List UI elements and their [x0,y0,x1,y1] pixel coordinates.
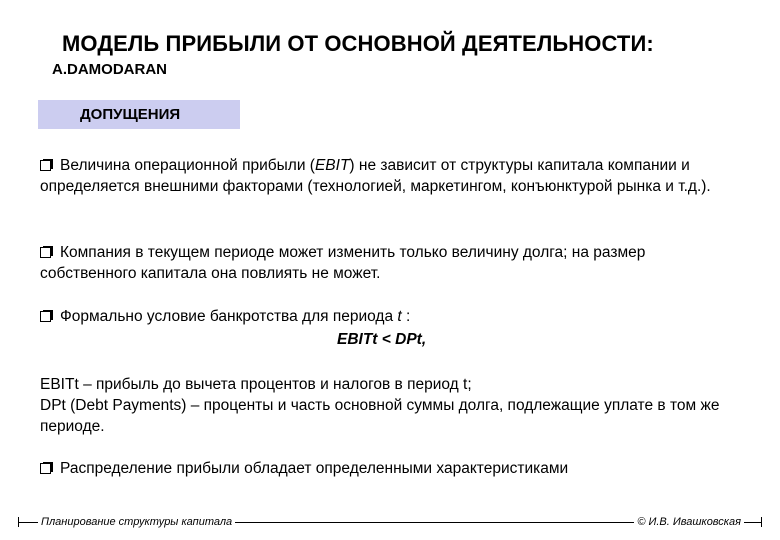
assumptions-label: ДОПУЩЕНИЯ [80,106,181,123]
slide-title: МОДЕЛЬ ПРИБЫЛИ ОТ ОСНОВНОЙ ДЕЯТЕЛЬНОСТИ: [62,31,654,56]
bullet-item-debt [40,242,740,284]
footer-copyright: © И.В. Ивашковская [634,516,744,528]
checkbox-square-shadow-icon [40,243,56,257]
bullet-text-post: : [401,308,411,325]
bullet-item-ebit [40,155,740,197]
bullet-item-bankruptcy [40,306,740,327]
assumptions-header-box [38,100,240,129]
footer-tick-left [18,517,19,527]
bullet-text: Компания в текущем периоде может изменить только величину долга; на размер собственного капитала она повлиять не может. [40,244,646,282]
bullet-text-em: EBIT [314,157,350,174]
bullet-text-post: ) не зависит от структуры капитала компании и определяется внешними факторами (технологией, маркетингом, конъюнктурой рынка и т.д.). [40,157,711,195]
definition-dpt: DPt (Debt Payments) – проценты и часть основной суммы долга, подлежащие уплате в том же периоде. [40,397,720,435]
checkbox-square-shadow-icon [40,459,56,473]
bullet-text: Распределение прибыли обладает определенными характеристиками [60,460,569,477]
bankruptcy-formula: EBITt < DPt, [337,331,427,348]
bullet-text-pre: Формально условие банкротства для периода [60,308,398,325]
bullet-item-distribution [40,458,740,479]
bullet-text-em: t [397,308,402,325]
bullet-text-pre: Величина операционной прибыли ( [60,157,315,174]
slide-subtitle: A.DAMODARAN [52,61,167,78]
footer-tick-right [761,517,762,527]
checkbox-square-shadow-icon [40,156,56,170]
definitions-block [40,374,740,437]
footer-course-title: Планирование структуры капитала [38,516,235,528]
definition-ebit: EBITt – прибыль до вычета процентов и налогов в период t; [40,376,472,393]
checkbox-square-shadow-icon [40,307,56,321]
